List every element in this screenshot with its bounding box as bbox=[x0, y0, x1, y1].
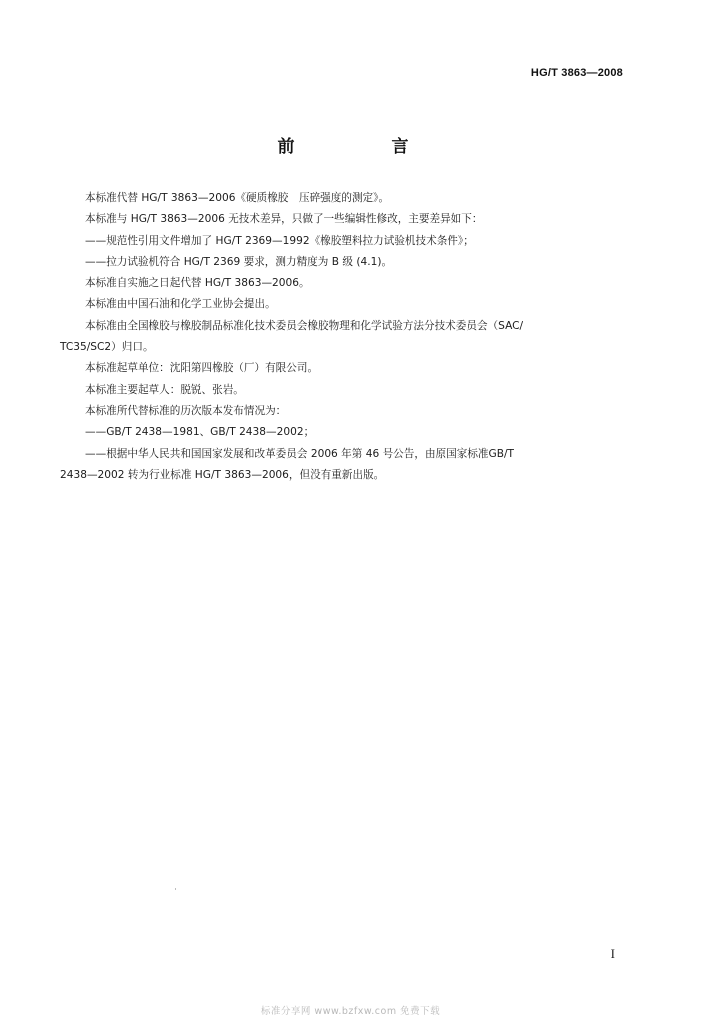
paragraph-committee-continued: TC35/SC2）归口。 bbox=[60, 341, 154, 354]
paragraph-proposed-by: 本标准由中国石油和化学工业协会提出。 bbox=[85, 298, 276, 311]
watermark: 标准分享网 www.bzfxw.com 免费下载 bbox=[260, 1006, 441, 1017]
paragraph-effective: 本标准自实施之日起代替 HG/T 3863—2006。 bbox=[85, 277, 310, 290]
page-number: I bbox=[610, 946, 615, 961]
list-item-history-ndrc: ——根据中华人民共和国国家发展和改革委员会 2006 年第 46 号公告，由原国家标准GB/T bbox=[85, 447, 515, 460]
list-item-reference: ——规范性引用文件增加了 HG/T 2369—1992《橡胶塑料拉力试验机技术条件》； bbox=[85, 234, 474, 247]
paragraph-drafters: 本标准主要起草人：脱锐、张岩。 bbox=[85, 383, 244, 396]
paragraph-drafting-unit: 本标准起草单位：沈阳第四橡胶（厂）有限公司。 bbox=[85, 362, 319, 375]
list-item-history-ndrc-continued: 2438—2002 转为行业标准 HG/T 3863—2006，但没有重新出版。 bbox=[60, 468, 385, 481]
paragraph-differences: 本标准与 HG/T 3863—2006 无技术差异，只做了一些编辑性修改，主要差异如下： bbox=[85, 213, 483, 226]
paragraph-committee: 本标准由全国橡胶与橡胶制品标准化技术委员会橡胶物理和化学试验方法分技术委员会（SAC/ bbox=[85, 319, 524, 332]
list-item-tester: ——拉力试验机符合 HG/T 2369 要求，测力精度为 B 级 (4.1)。 bbox=[85, 255, 393, 268]
scan-speck bbox=[175, 888, 176, 890]
standard-code: HG/T 3863—2008 bbox=[530, 67, 623, 79]
list-item-history-gb: ——GB/T 2438—1981、GB/T 2438—2002； bbox=[85, 426, 315, 439]
page-title: 前 言 bbox=[277, 137, 449, 157]
foreword-body bbox=[60, 188, 630, 486]
paragraph-replaces: 本标准代替 HG/T 3863—2006《硬质橡胶 压碎强度的测定》。 bbox=[85, 192, 390, 204]
paragraph-history: 本标准所代替标准的历次版本发布情况为： bbox=[85, 404, 287, 417]
